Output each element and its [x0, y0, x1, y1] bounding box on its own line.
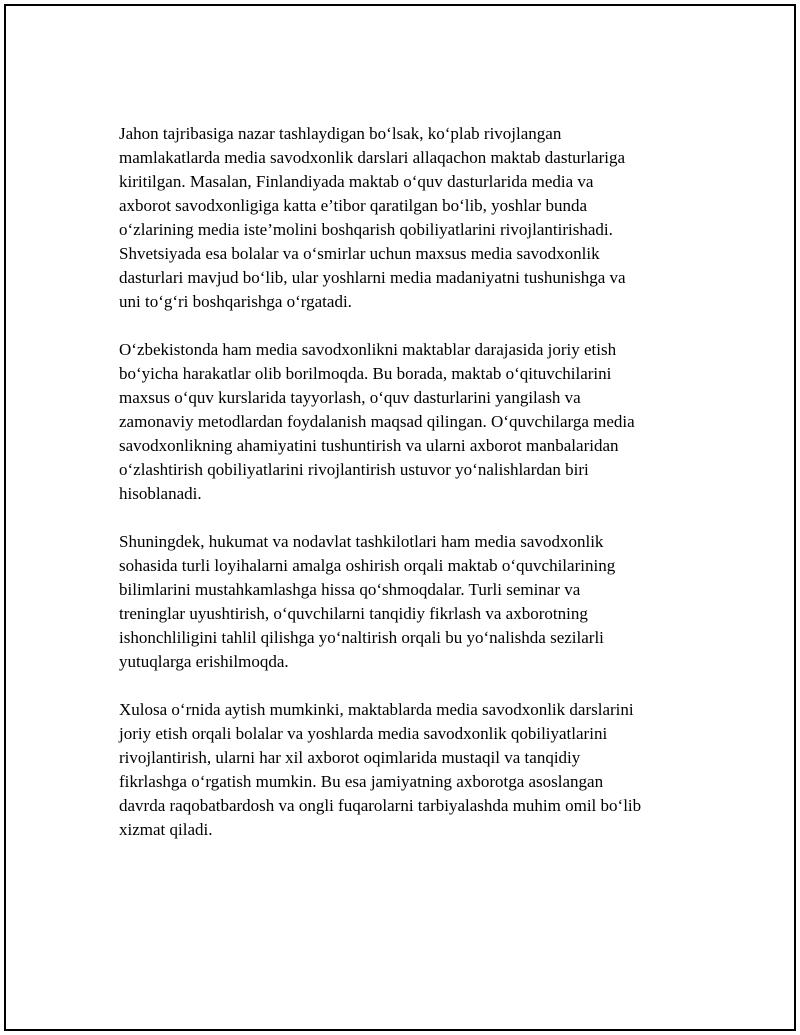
paragraph-1: Jahon tajribasiga nazar tashlaydigan bo‘lsak, ko‘plab rivojlangan mamlakatlarda media savodxonlik darslari allaqachon maktab dasturlariga kiritilgan. Masalan, Finlandiyada maktab o‘quv dasturlarida media va axborot savodxonligiga katta e’tibor qaratilgan bo‘lib, yoshlar bunda o‘zlarining media iste’molini boshqarish qobiliyatlarini rivojlantirishadi. Shvetsiyada esa bolalar va o‘smirlar uchun maxsus media savodxonlik dasturlari mavjud bo‘lib, ular yoshlarni media madaniyatni tushunishga va uni to‘g‘ri boshqarishga o‘rgatadi. — [119, 124, 626, 311]
paragraph-4: Xulosa o‘rnida aytish mumkinki, maktablarda media savodxonlik darslarini joriy etish orqali bolalar va yoshlarda media savodxonlik qobiliyatlarini rivojlantirish, ularni har xil axborot oqimlarida mustaqil va tanqidiy fikrlashga o‘rgatish mumkin. Bu esa jamiyatning axborotga asoslangan davrda raqobatbardosh va ongli fuqarolarni tarbiyalashda muhim omil bo‘lib xizmat qiladi. — [119, 700, 642, 839]
paragraph-3: Shuningdek, hukumat va nodavlat tashkilotlari ham media savodxonlik sohasida turli loyihalarni amalga oshirish orqali maktab o‘quvchilarining bilimlarini mustahkamlashga hissa qo‘shmoqdalar. Turli seminar va treninglar uyushtirish, o‘quvchilarni tanqidiy fikrlash va axborotning ishonchliligini tahlil qilishga yo‘naltirish orqali bu yo‘nalishda sezilarli yutuqlarga erishilmoqda. — [119, 532, 616, 671]
document-body — [119, 122, 691, 866]
page-frame — [4, 4, 796, 1031]
paragraph-2: O‘zbekistonda ham media savodxonlikni maktablar darajasida joriy etish bo‘yicha harakatlar olib borilmoqda. Bu borada, maktab o‘qituvchilarini maxsus o‘quv kurslarida tayyorlash, o‘quv dasturlarini yangilash va zamonaviy metodlardan foydalanish maqsad qilingan. O‘quvchilarga media savodxonlikning ahamiyatini tushuntirish va ularni axborot manbalaridan o‘zlashtirish qobiliyatlarini rivojlantirish ustuvor yo‘nalishlardan biri hisoblanadi. — [119, 340, 635, 503]
